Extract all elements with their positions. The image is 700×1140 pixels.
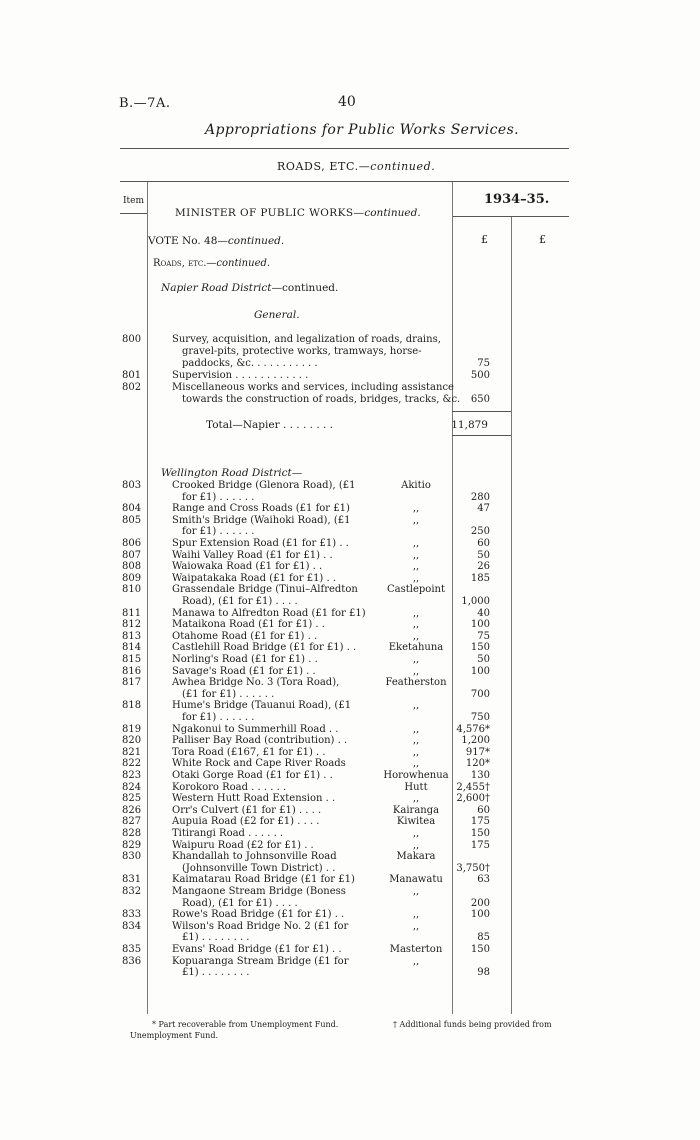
item-amount: 40: [477, 607, 490, 619]
item-description: for £1) . . . . . .: [182, 712, 255, 723]
vote-heading: VOTE No. 48—continued.: [148, 235, 285, 247]
table-row-continuation: [0, 492, 700, 504]
item-description: Miscellaneous works and services, including assistance: [172, 382, 454, 393]
table-row-continuation: [0, 898, 700, 910]
total-bottom-rule: [452, 435, 511, 436]
table-row: [0, 677, 700, 689]
item-amount: 175: [470, 839, 490, 851]
item-description: gravel-pits, protective works, tramways, horse-: [182, 346, 422, 357]
district-location: Makara: [396, 851, 436, 863]
item-description: Korokoro Road . . . . . .: [172, 781, 287, 793]
item-number: 835: [122, 944, 142, 955]
district-location: ,,: [412, 735, 420, 747]
napier-district-heading: Napier Road District—continued.: [161, 282, 339, 294]
item-number: 806: [122, 538, 142, 549]
item-amount: 100: [470, 665, 490, 677]
item-description: Road), (£1 for £1) . . . .: [182, 897, 298, 909]
item-description: Range and Cross Roads (£1 for £1): [172, 503, 350, 515]
item-amount: 50: [477, 654, 490, 665]
item-amount: 120*: [465, 758, 490, 770]
item-amount: 2,455†: [456, 781, 490, 793]
item-description: Orr's Culvert (£1 for £1) . . . .: [172, 804, 322, 816]
item-amount: 4,576*: [456, 723, 490, 735]
district-location: ,,: [412, 886, 420, 897]
table-row: [0, 816, 700, 828]
district-location: Kairanga: [392, 804, 440, 816]
item-amount: 60: [477, 538, 490, 549]
table-row: [0, 805, 700, 817]
table-row: [0, 840, 700, 852]
item-description: Tora Road (£167, £1 for £1) . .: [172, 746, 326, 758]
item-amount: 85: [477, 932, 490, 944]
item-description: Waihi Valley Road (£1 for £1) . .: [172, 549, 333, 561]
table-row: [0, 550, 700, 562]
table-row: [0, 666, 700, 678]
district-location: ,,: [412, 839, 420, 851]
item-amount: 280: [470, 491, 490, 503]
item-number: 810: [122, 584, 142, 596]
item-description: paddocks, &c. . . . . . . . . . .: [182, 358, 318, 369]
item-amount: 1,200: [461, 735, 490, 747]
table-row: [0, 828, 700, 840]
table-row: [0, 654, 700, 666]
table-row-continuation: [0, 358, 700, 370]
item-description: Rowe's Road Bridge (£1 for £1) . .: [172, 909, 345, 921]
item-amount: 98: [477, 967, 490, 979]
item-description: for £1) . . . . . .: [182, 491, 255, 503]
table-row: [0, 480, 700, 492]
item-number: 823: [122, 770, 142, 781]
document-reference: B.—7A.: [119, 96, 171, 111]
item-number: 809: [122, 572, 142, 584]
item-amount: 1,000: [461, 596, 490, 607]
item-description: Spur Extension Road (£1 for £1) . .: [172, 538, 349, 549]
item-description: (Johnsonville Town District) . .: [182, 862, 336, 874]
item-description: Road), (£1 for £1) . . . .: [182, 596, 298, 607]
item-description: Survey, acquisition, and legalization of roads, drains,: [172, 334, 441, 345]
item-amount: 100: [470, 909, 490, 921]
table-row: [0, 538, 700, 550]
table-row: [0, 584, 700, 596]
napier-total-label: Total—Napier . . . . . . . .: [206, 419, 334, 431]
napier-total-amount: 11,879: [451, 419, 488, 431]
item-amount: 50: [477, 549, 490, 561]
district-location: ,,: [412, 538, 420, 549]
district-location: ,,: [412, 955, 420, 967]
item-amount: 60: [477, 804, 490, 816]
item-description: for £1) . . . . . .: [182, 526, 255, 538]
table-row: [0, 608, 700, 620]
table-row: [0, 642, 700, 654]
table-row: [0, 573, 700, 585]
district-location: Hutt: [404, 781, 428, 793]
item-description: Grassendale Bridge (Tinui–Alfredton: [172, 584, 358, 596]
district-location: Horowhenua: [383, 770, 449, 781]
item-amount: 2,600†: [456, 793, 490, 805]
table-row-continuation: [0, 526, 700, 538]
item-description: Khandallah to Johnsonville Road: [172, 851, 337, 863]
item-header-rule: [120, 213, 147, 214]
table-row: [0, 851, 700, 863]
item-description: Evans' Road Bridge (£1 for £1) . .: [172, 944, 342, 955]
item-number: 801: [122, 370, 142, 381]
table-row: [0, 515, 700, 527]
district-location: ,,: [412, 549, 420, 561]
table-row: [0, 382, 700, 394]
district-location: Kiwitea: [396, 816, 436, 828]
table-row-continuation: [0, 967, 700, 979]
item-description: Otaki Gorge Road (£1 for £1) . .: [172, 770, 333, 781]
district-location: ,,: [412, 723, 420, 735]
item-description: Mangaone Stream Bridge (Boness: [172, 886, 346, 897]
item-amount: 185: [470, 572, 490, 584]
item-description: Otahome Road (£1 for £1) . .: [172, 630, 318, 642]
table-row: [0, 735, 700, 747]
wellington-district-heading: Wellington Road District—: [161, 467, 303, 479]
item-description: Kopuaranga Stream Bridge (£1 for: [172, 955, 349, 967]
item-number: 817: [122, 677, 142, 689]
item-description: Aupuia Road (£2 for £1) . . . .: [172, 816, 320, 828]
item-number: 829: [122, 839, 142, 851]
district-location: ,,: [412, 700, 420, 712]
total-top-rule: [452, 411, 511, 412]
table-row-continuation: [0, 596, 700, 608]
district-location: ,,: [412, 665, 420, 677]
item-description: Waiowaka Road (£1 for £1) . .: [172, 561, 323, 573]
item-description: Titirangi Road . . . . . .: [172, 828, 284, 839]
item-number: 828: [122, 828, 142, 839]
district-location: Featherston: [385, 677, 447, 689]
table-row: [0, 770, 700, 782]
item-amount: 75: [477, 630, 490, 642]
district-location: ,,: [412, 909, 420, 921]
district-location: ,,: [412, 607, 420, 619]
item-number: 830: [122, 851, 142, 863]
item-number: 813: [122, 630, 142, 642]
item-number: 818: [122, 700, 142, 712]
district-location: Manawatu: [389, 874, 443, 886]
table-row: [0, 631, 700, 643]
item-description: Waipuru Road (£2 for £1) . .: [172, 839, 314, 851]
page-number: 40: [338, 94, 356, 110]
item-number: 804: [122, 503, 142, 515]
item-amount: 750: [470, 712, 490, 723]
item-amount: 500: [470, 370, 490, 381]
table-row: [0, 909, 700, 921]
item-amount: 100: [470, 619, 490, 631]
table-row: [0, 724, 700, 736]
item-number: 803: [122, 480, 142, 491]
table-row-continuation: [0, 932, 700, 944]
item-number: 836: [122, 955, 142, 967]
table-row-continuation: [0, 394, 700, 406]
item-number: 812: [122, 619, 142, 631]
pound-sign-column-2: £: [539, 233, 546, 246]
item-number: 833: [122, 909, 142, 921]
item-description: Norling's Road (£1 for £1) . .: [172, 654, 318, 665]
item-number: 815: [122, 654, 142, 665]
table-row: [0, 793, 700, 805]
item-amount: 3,750†: [456, 862, 490, 874]
item-number: 824: [122, 781, 142, 793]
item-description: White Rock and Cape River Roads: [172, 758, 346, 770]
table-row: [0, 700, 700, 712]
district-location: ,,: [412, 503, 420, 515]
table-row-continuation: [0, 712, 700, 724]
footnote-star: * Part recoverable from Unemployment Fund.: [152, 1020, 339, 1029]
district-location: ,,: [412, 793, 420, 805]
item-number: 831: [122, 874, 142, 886]
item-number: 821: [122, 746, 142, 758]
district-location: ,,: [412, 920, 420, 932]
item-number: 808: [122, 561, 142, 573]
item-description: Palliser Bay Road (contribution) . .: [172, 735, 348, 747]
item-description: Awhea Bridge No. 3 (Tora Road),: [172, 677, 340, 689]
item-amount: 700: [470, 688, 490, 700]
table-row: [0, 561, 700, 573]
item-description: Castlehill Road Bridge (£1 for £1) . .: [172, 642, 357, 654]
table-row: [0, 874, 700, 886]
table-row-continuation: [0, 689, 700, 701]
district-location: Akitio: [401, 480, 431, 491]
item-description: towards the construction of roads, bridges, tracks, &c.: [182, 394, 461, 405]
item-description: Smith's Bridge (Waihoki Road), (£1: [172, 514, 351, 526]
section-heading: ROADS, ETC.—continued.: [277, 160, 436, 173]
item-number: 819: [122, 723, 142, 735]
table-row: [0, 503, 700, 515]
item-number: 802: [122, 382, 142, 393]
table-row: [0, 747, 700, 759]
item-description: Western Hutt Road Extension . .: [172, 793, 336, 805]
item-amount: 75: [477, 358, 490, 369]
table-row: [0, 619, 700, 631]
table-row: [0, 956, 700, 968]
item-number: 820: [122, 735, 142, 747]
item-description: £1) . . . . . . . .: [182, 932, 250, 944]
year-column-header: 1934–35.: [484, 192, 550, 207]
item-number: 832: [122, 886, 142, 897]
table-row: [0, 758, 700, 770]
table-row-continuation: [0, 346, 700, 358]
item-description: Crooked Bridge (Glenora Road), (£1: [172, 480, 356, 491]
item-number: 800: [122, 334, 142, 345]
table-row: [0, 370, 700, 382]
page-title: Appropriations for Public Works Services.: [205, 122, 520, 138]
item-amount: 650: [470, 394, 490, 405]
district-location: ,,: [412, 514, 420, 526]
district-location: ,,: [412, 572, 420, 584]
table-top-rule: [120, 181, 569, 182]
district-location: ,,: [412, 758, 420, 770]
item-number: 807: [122, 549, 142, 561]
item-description: Hume's Bridge (Tauanui Road), (£1: [172, 700, 352, 712]
district-location: ,,: [412, 828, 420, 839]
item-amount: 250: [470, 526, 490, 538]
item-number: 811: [122, 607, 142, 619]
table-row: [0, 886, 700, 898]
footnote-dagger-continued: Unemployment Fund.: [130, 1031, 218, 1040]
item-amount: 150: [470, 828, 490, 839]
item-amount: 47: [477, 503, 490, 515]
minister-heading: MINISTER OF PUBLIC WORKS—continued.: [175, 207, 421, 219]
footnote-dagger: † Additional funds being provided from: [393, 1020, 552, 1029]
district-location: Eketahuna: [388, 642, 444, 654]
table-row: [0, 334, 700, 346]
item-amount: 200: [470, 897, 490, 909]
item-number: 827: [122, 816, 142, 828]
item-amount: 150: [470, 642, 490, 654]
item-amount: 917*: [465, 746, 490, 758]
item-description: £1) . . . . . . . .: [182, 967, 250, 979]
table-row: [0, 782, 700, 794]
top-rule: [120, 148, 569, 149]
district-location: ,,: [412, 746, 420, 758]
district-location: Masterton: [389, 944, 443, 955]
item-description: Ngakonui to Summerhill Road . .: [172, 723, 339, 735]
item-description: Savage's Road (£1 for £1) . .: [172, 665, 316, 677]
table-row-continuation: [0, 863, 700, 875]
district-location: Castlepoint: [387, 584, 445, 596]
item-number: 822: [122, 758, 142, 770]
table-row: [0, 921, 700, 933]
item-description: Supervision . . . . . . . . . . . .: [172, 370, 309, 381]
item-description: Kaimatarau Road Bridge (£1 for £1): [172, 874, 355, 886]
item-amount: 150: [470, 944, 490, 955]
district-location: ,,: [412, 561, 420, 573]
district-location: ,,: [412, 619, 420, 631]
item-amount: 26: [477, 561, 490, 573]
item-amount: 130: [470, 770, 490, 781]
roads-subheading: Roads, etc.—continued.: [153, 258, 271, 269]
item-amount: 63: [477, 874, 490, 886]
item-column-header: Item: [123, 196, 145, 206]
item-number: 814: [122, 642, 142, 654]
item-number: 825: [122, 793, 142, 805]
table-row: [0, 944, 700, 956]
item-description: Wilson's Road Bridge No. 2 (£1 for: [172, 920, 349, 932]
item-number: 834: [122, 920, 142, 932]
item-description: Waipatakaka Road (£1 for £1) . .: [172, 572, 337, 584]
item-number: 816: [122, 665, 142, 677]
item-description: Mataikona Road (£1 for £1) . .: [172, 619, 325, 631]
item-number: 805: [122, 514, 142, 526]
pound-sign-column-1: £: [481, 233, 488, 246]
district-location: ,,: [412, 630, 420, 642]
item-number: 826: [122, 804, 142, 816]
item-description: Manawa to Alfredton Road (£1 for £1): [172, 607, 366, 619]
district-location: ,,: [412, 654, 420, 665]
item-amount: 175: [470, 816, 490, 828]
general-heading: General.: [254, 309, 300, 321]
item-description: (£1 for £1) . . . . . .: [182, 688, 275, 700]
